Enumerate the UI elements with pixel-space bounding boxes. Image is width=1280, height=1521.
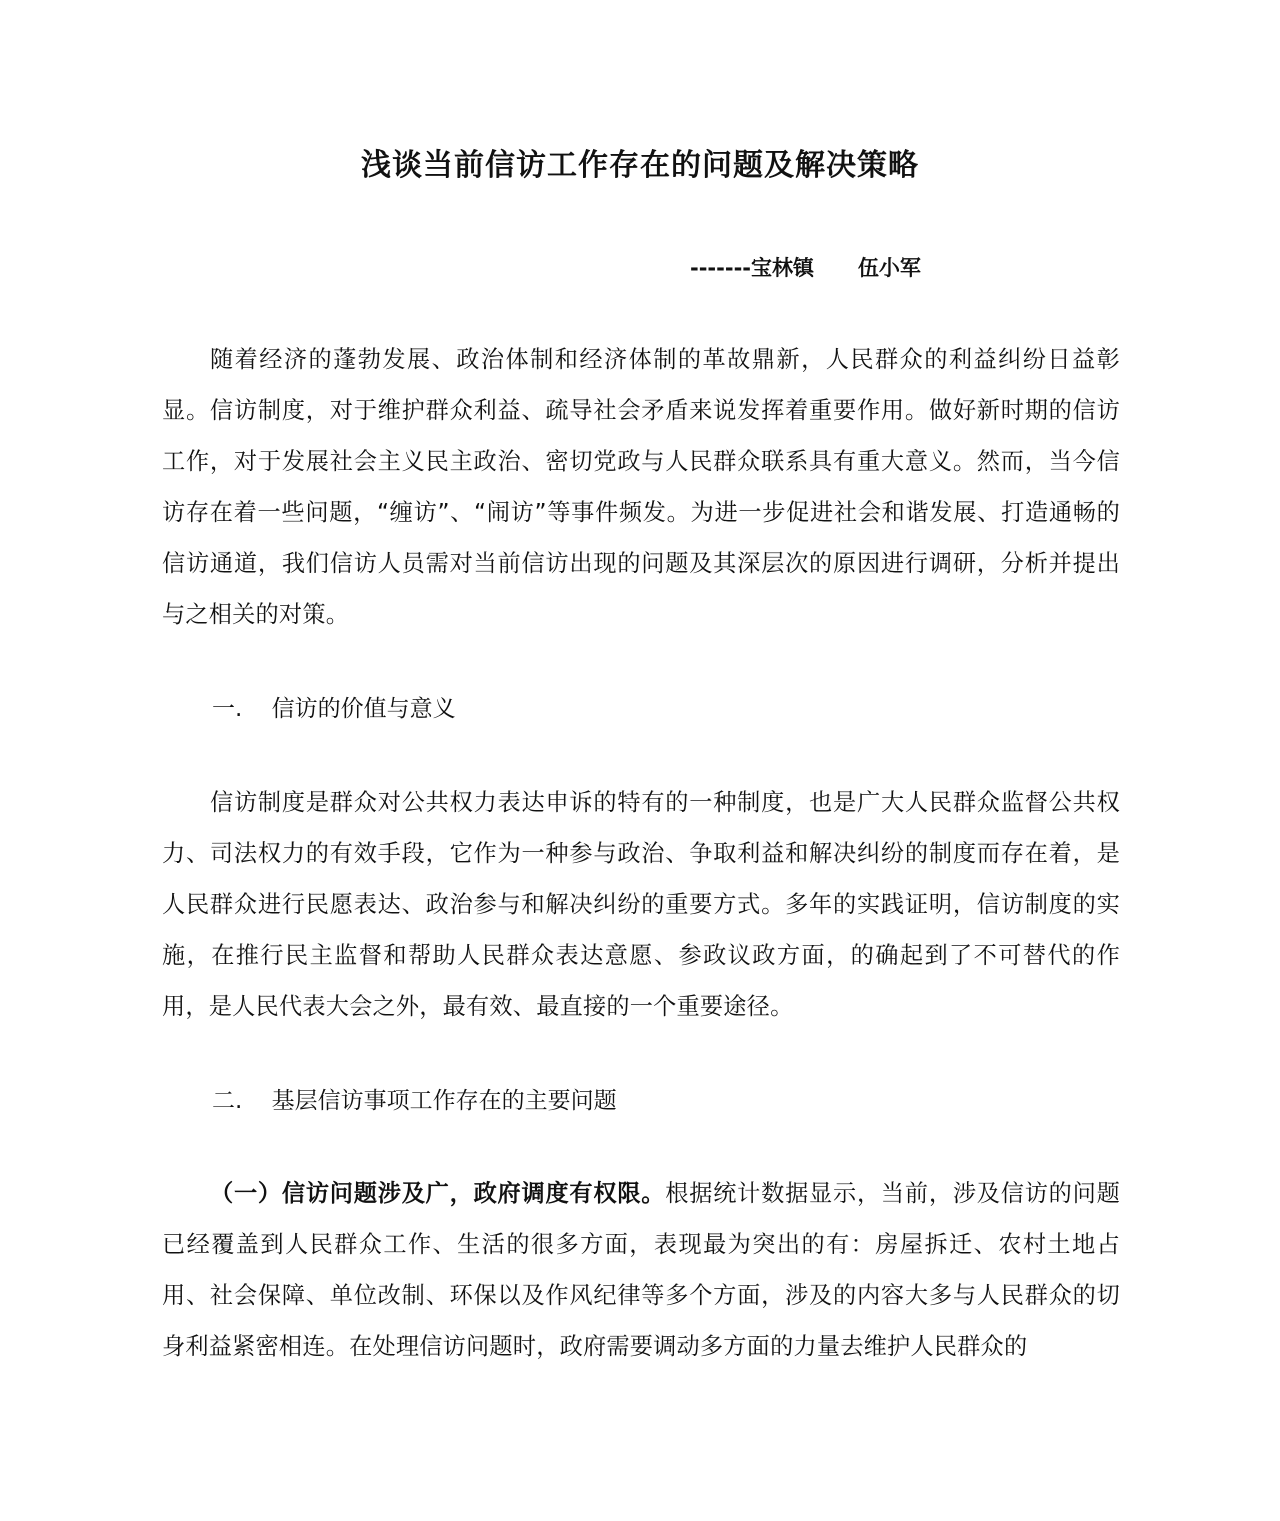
- section-1-paragraph: 信访制度是群众对公共权力表达申诉的特有的一种制度，也是广大人民群众监督公共权力、司法权力的有效手段，它作为一种参与政治、争取利益和解决纠纷的制度而存在着，是人民群众进行民愿表达、政治参与和解决纠纷的重要方式。多年的实践证明，信访制度的实施，在推行民主监督和帮助人民群众表达意愿、参政议政方面，的确起到了不可替代的作用，是人民代表大会之外，最有效、最直接的一个重要途径。: [162, 789, 1120, 1020]
- subsection-paragraph: [162, 1168, 1120, 1372]
- section-title: 基层信访事项工作存在的主要问题: [271, 1088, 617, 1114]
- section-title: 信访的价值与意义: [271, 696, 456, 722]
- section-heading-1: [212, 690, 456, 723]
- section-number: 一.: [212, 696, 243, 722]
- section-heading-2: [212, 1082, 617, 1115]
- section-number: 二.: [212, 1088, 243, 1114]
- intro-paragraph: 随着经济的蓬勃发展、政治体制和经济体制的革故鼎新，人民群众的利益纠纷日益彰显。信访制度，对于维护群众利益、疏导社会矛盾来说发挥着重要作用。做好新时期的信访工作，对于发展社会主义民主政治、密切党政与人民群众联系具有重大意义。然而，当今信访存在着一些问题，“缠访”、“闹访”等事件频发。为进一步促进社会和谐发展、打造通畅的信访通道，我们信访人员需对当前信访出现的问题及其深层次的原因进行调研，分析并提出与之相关的对策。: [162, 346, 1120, 628]
- subsection-lead: （一）信访问题涉及广，政府调度有权限。: [210, 1180, 666, 1207]
- subsection-body: 根据统计数据显示，当前，涉及信访的问题已经覆盖到人民群众工作、生活的很多方面，表现最为突出的有：房屋拆迁、农村土地占用、社会保障、单位改制、环保以及作风纪律等多个方面，涉及的内容大多与人民群众的切身利益紧密相连。在处理信访问题时，政府需要调动多方面的力量去维护人民群众的: [162, 1180, 1120, 1360]
- document-title: 浅谈当前信访工作存在的问题及解决策略: [361, 148, 919, 183]
- author-line: -------宝林镇 伍小军: [690, 256, 921, 280]
